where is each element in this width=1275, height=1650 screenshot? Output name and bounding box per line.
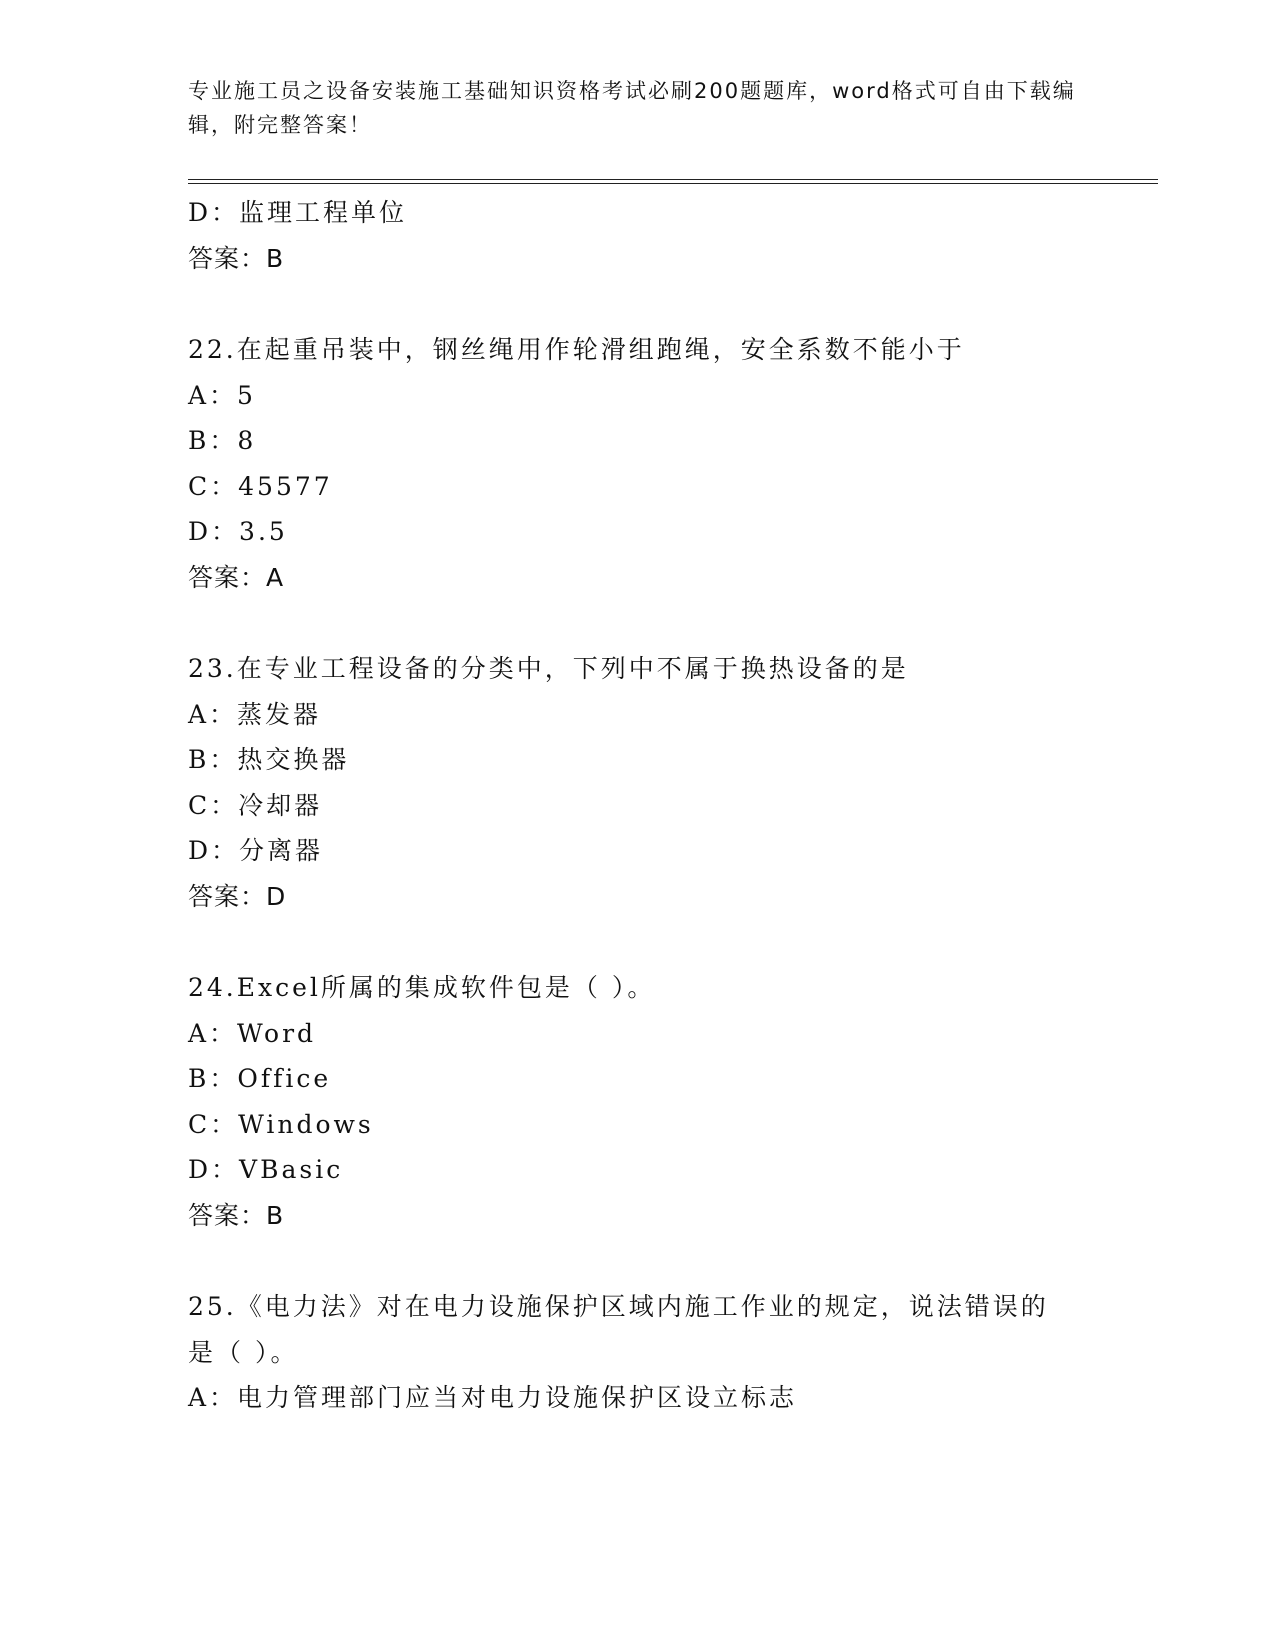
spacer	[188, 600, 1088, 646]
header-divider-line	[188, 179, 1158, 180]
q22-stem: 22.在起重吊装中，钢丝绳用作轮滑组跑绳，安全系数不能小于	[188, 335, 965, 364]
q22-option-b: B：8	[188, 426, 257, 455]
document-header: 专业施工员之设备安装施工基础知识资格考试必刷200题题库，word格式可自由下载编辑，附完整答案！	[188, 79, 1076, 137]
q25-option-a: A：电力管理部门应当对电力设施保护区设立标志	[188, 1383, 798, 1412]
question-list	[188, 190, 1088, 1421]
spacer	[188, 1238, 1088, 1284]
q22-option-c: C：45577	[188, 471, 333, 501]
spacer	[188, 281, 1088, 327]
q24-option-c: C：Windows	[188, 1109, 374, 1139]
q22-option-a: A：5	[188, 380, 256, 410]
q24-answer: 答案：B	[188, 1200, 285, 1230]
q23-stem: 23.在专业工程设备的分类中，下列中不属于换热设备的是	[188, 654, 909, 683]
q23-answer: 答案：D	[188, 881, 287, 911]
q25-stem-line2: 是（ ）。	[188, 1337, 299, 1367]
q24-option-b: B：Office	[188, 1064, 332, 1093]
q24-option-a: A：Word	[188, 1018, 317, 1048]
q25-stem-line1: 25.《电力法》对在电力设施保护区域内施工作业的规定，说法错误的	[188, 1292, 1049, 1321]
q21-answer: 答案：B	[188, 243, 285, 273]
header-divider-line-2	[188, 183, 1158, 184]
q23-option-c: C：冷却器	[188, 790, 323, 820]
spacer	[188, 919, 1088, 965]
q22-answer: 答案：A	[188, 562, 285, 592]
q23-option-d: D：分离器	[188, 836, 324, 865]
q24-option-d: D：VBasic	[188, 1155, 344, 1184]
q22-option-d: D：3.5	[188, 517, 288, 546]
q21-option-d: D：监理工程单位	[188, 198, 408, 227]
q24-stem: 24.Excel所属的集成软件包是（ ）。	[188, 973, 656, 1002]
q23-option-a: A：蒸发器	[188, 699, 322, 729]
q23-option-b: B：热交换器	[188, 745, 350, 774]
